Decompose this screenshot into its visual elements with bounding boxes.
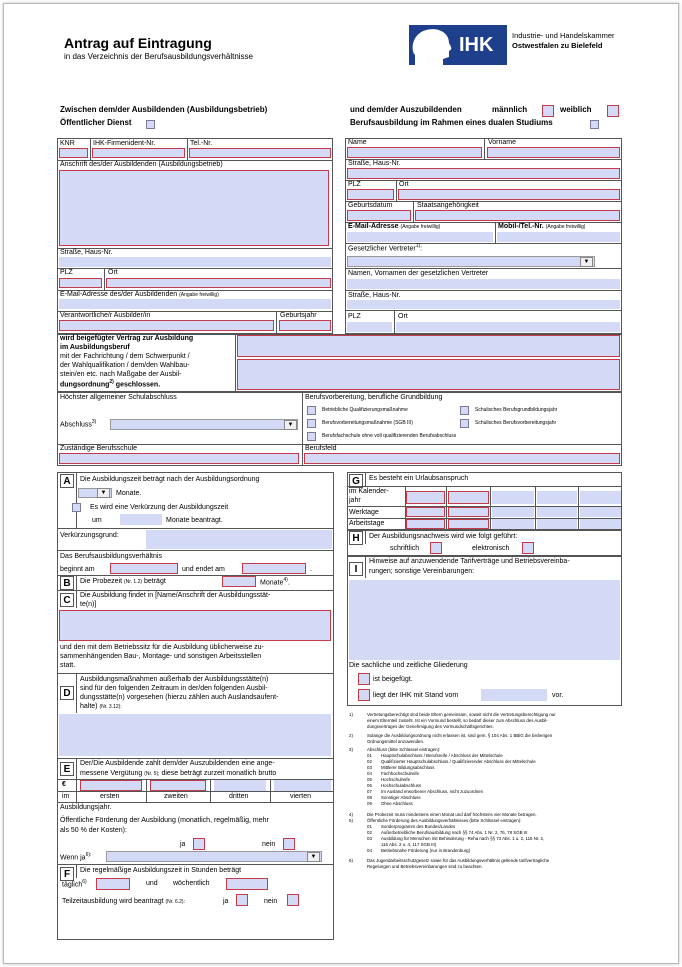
form-title: Antrag auf Eintragung [64,35,212,51]
pay-year2-input[interactable] [150,780,206,791]
attached-label: ist beigefügt. [373,676,413,683]
funding-ja-checkbox[interactable] [193,838,205,850]
email-input[interactable] [59,299,331,309]
trainee-ort-input[interactable] [398,189,620,200]
public-service-label: Öffentlicher Dienst [60,118,132,127]
occupation-input[interactable] [237,335,620,357]
und-label: und [146,880,158,887]
footnote-code: 04 [367,771,372,776]
section-i-text2: rungen; sonstige Vereinbarungen: [369,568,475,575]
section-f-letter: F [60,867,74,881]
tel-input[interactable] [189,148,331,158]
weekly-hours-input[interactable] [226,878,268,890]
footnote-code: 06 [367,783,372,788]
plz-label: PLZ [60,269,73,276]
pay-year1-input[interactable] [80,780,142,791]
section-d-text4: halte) (Nr. 3.12): [80,703,122,710]
stand-date-input[interactable] [481,689,547,701]
trainee-ort-label: Ort [399,181,409,188]
fn1-num: 1) [349,712,353,717]
left-party-title: Zwischen dem/der Ausbildenden (Ausbildungsbetrieb) [60,105,268,114]
trainer-input[interactable] [59,320,274,331]
footnote-code: 02 [367,830,372,835]
shortening-label: Es wird eine Verkürzung der Ausbildungszeit [90,504,229,511]
arbeitstage-label: Arbeitstage [349,520,385,527]
electronic-checkbox[interactable] [522,542,534,554]
werktage-5-input[interactable] [580,507,621,517]
dual-study-label: Berufsausbildung im Rahmen eines dualen Studiums [350,118,553,127]
fn3-num: 3) [349,747,353,752]
section-c-letter: C [60,593,74,607]
female-label: weiblich [560,105,592,114]
section-b-letter: B [60,576,74,590]
vacation-year4-input[interactable] [537,491,577,504]
calendar-year-label: im Kalender- [349,488,389,495]
at-ihk-checkbox[interactable] [358,689,370,701]
opt4-checkbox[interactable] [460,419,469,428]
im-label: im [62,793,70,800]
vacation-year1-input[interactable] [406,491,445,504]
ihk-nr-label: IHK-Firmenident-Nr. [93,140,156,147]
arbeitstage-1-input[interactable] [406,519,445,529]
pay-year3-input[interactable] [214,780,266,791]
at-ihk-label: liegt der IHK mit Stand vom [373,692,459,699]
footnote-code: 03 [367,836,372,841]
opt1-checkbox[interactable] [307,406,316,415]
section-c-text5: statt. [60,662,76,669]
fn4-num: 4) [349,812,353,817]
section-f-text: Die regelmäßige Ausbildungszeit in Stunden beträgt [80,867,242,874]
werktage-1-input[interactable] [406,507,445,517]
external-measures-input[interactable] [59,714,331,756]
footnote-code: 09 [367,801,372,806]
probation-label: Die Probezeit (Nr. 1.2) beträgt [80,578,166,585]
daily-label: täglich$^{6)}$ [62,879,87,889]
calendar-year-label2: jahr [349,497,361,504]
birth-date-input[interactable] [347,210,411,221]
section-d-text1: Ausbildungsmaßnahmen außerhalb der Ausbildungsstätte(n) [80,676,269,683]
footnote-code: 01 [367,824,372,829]
end-date-input[interactable] [242,563,306,574]
funding-dropdown-icon[interactable]: ▼ [307,852,320,862]
contract-line6: dungsordnung$^{2)}$ geschlossen. [60,379,161,389]
specialization-input[interactable] [237,359,620,390]
footnote-code-text: Sonderprogramm des Bundes/Landes [381,824,456,829]
fn6-line1: Das Jugendarbeitsschutzgesetz sowie für das Ausbildungsverhältnis geltende tarifvertragliche [367,858,550,863]
footnote-code-text: 116 Abs. 2 u. 4, 117 SGB III) [381,842,437,847]
part-time-ja-label: ja [223,898,229,905]
section-g-letter: G [349,474,363,488]
highest-degree-label: Höchster allgemeiner Schulabschluss [60,394,177,401]
begins-label: beginnt am [60,566,95,573]
fn2-line2: Ordnungsmittel anzuwenden. [367,739,425,744]
abschluss-dropdown-icon[interactable]: ▼ [284,420,297,430]
footnote-code-text: Sonstiger Abschluss [381,795,421,800]
guardian-names-label: Namen, Vornamen der gesetzlichen Vertreter [348,270,489,277]
vorname-label: Vorname [488,139,517,146]
written-checkbox[interactable] [430,542,442,554]
section-c-text2: te(n)] [80,601,97,608]
right-party-title: und dem/der Auszubildenden [350,105,462,114]
electronic-label: elektronisch [472,545,510,552]
mobile-input[interactable] [497,232,620,242]
weekly-label: wöchentlich [173,880,210,887]
section-a-letter: A [60,474,74,488]
euro-label: € [62,781,66,788]
year4-label: vierten [290,793,312,800]
footnote-code-row [367,848,617,854]
guardian-street-input[interactable] [347,300,620,309]
org-line2: Ostwestfalen zu Bielefeld [512,41,603,50]
male-label: männlich [492,105,528,114]
vocational-school-input[interactable] [59,453,299,464]
footnote-code-text: Hochschulreife [381,777,411,782]
opt4-label: Schulisches Berufsvorbereitungsjahr [475,420,557,426]
abschluss-select[interactable] [110,419,298,430]
opt1-label: Betriebliche Qualifizierungsmaßnahme [322,407,408,413]
fn6-line2: Regelungen und Betriebsvereinbarungen sind zu beachten. [367,864,483,869]
contract-line1: wird beigefügter Vertrag zur Ausbildung [60,335,194,342]
training-location-input[interactable] [59,610,331,641]
footnote-code: 07 [367,789,372,794]
guardian-select[interactable] [347,256,595,267]
ihk-logo [409,25,507,65]
field-label: Berufsfeld [305,445,337,452]
vocational-school-label: Zuständige Berufsschule [60,445,138,452]
ort-label: Ort [108,269,118,276]
agreements-textarea[interactable] [349,580,620,660]
contract-line2: im Ausbildungsberuf [60,344,130,351]
fn5-codes [367,824,617,854]
knr-label: KNR [60,140,75,147]
trainee-street-input[interactable] [347,168,620,179]
section-e-letter: E [60,762,74,776]
fn1-line1: Vertretungsberechtigt sind beide Eltern gemeinsam, soweit nicht die Vertretungsberechtigung nur [367,712,556,717]
arbeitstage-3-input[interactable] [492,519,534,529]
months-label: Monate. [116,490,142,497]
year2-label: zweiten [164,793,188,800]
form-subtitle: in das Verzeichnis der Berufsausbildungsverhältnisse [64,52,253,61]
year-label: Ausbildungsjahr. [60,804,112,811]
vacation-year3-input[interactable] [492,491,534,504]
shortening-months-input[interactable] [120,514,162,525]
funding-nein-checkbox[interactable] [283,838,295,850]
arbeitstage-2-input[interactable] [448,519,489,529]
months-applied-label: Monate beantragt. [166,517,223,524]
footnote-code-text: Mittlerer Bildungsabschluss [381,765,435,770]
org-line1: Industrie- und Handelskammer [512,31,615,40]
ihk-logo-text: IHK [459,34,494,56]
opt2-checkbox[interactable] [460,406,469,415]
trainee-email-input[interactable] [347,232,493,242]
tel-label: Tel.-Nr. [190,140,213,147]
footnote-code-text: Qualifizierter Hauptschulabschluss / Qualifizierender Abschluss der Mittelschule [381,759,536,764]
guardian-names-input[interactable] [347,279,620,289]
address-textarea[interactable] [59,170,329,246]
name-label: Name [348,139,367,146]
vorname-input[interactable] [487,147,620,158]
trainer-label: Verantwortliche/r Ausbilder/in [60,312,151,319]
werktage-3-input[interactable] [492,507,534,517]
ort-input[interactable] [106,278,331,288]
fn6-num: 6) [349,858,353,863]
part-time-nein-label: nein [264,898,278,905]
footnote-code: 05 [367,777,372,782]
mobile-label: Mobil-/Tel.-Nr. (Angabe freiwillig) [498,223,586,230]
section-d-text2: sind für den folgenden Zeitraum in der/den folgenden Ausbil- [80,685,268,692]
opt5-label: Berufsfachschule ohne voll qualifizierenden Berufsabschluss [322,433,457,439]
public-service-checkbox[interactable] [146,120,155,129]
opt3-checkbox[interactable] [307,419,316,428]
section-h-letter: H [349,531,363,545]
probation-months-label: Monate$^{4)}$. [260,577,290,587]
section-c-text3: und den mit dem Betriebssitz für die Ausbildung üblicherweise zu- [60,644,264,651]
section-e-text2: messene Vergütung (Nr. 5); diese beträgt zurzeit monatlich brutto [80,770,277,777]
part-time-nein-checkbox[interactable] [287,894,299,906]
fn1-line3: dungsvertrages der Genehmigung des Vormundschaftsgerichtes. [367,724,494,729]
footnote-code-text: Ohne Abschluss [381,801,413,806]
footnote-code: 01 [367,753,372,758]
duration-dropdown-icon[interactable]: ▼ [97,488,110,498]
birth-year-input[interactable] [279,320,331,331]
ihk-nr-input[interactable] [92,148,185,158]
written-label: schriftlich [390,545,420,552]
section-h-text: Der Ausbildungsnachweis wird wie folgt geführt: [369,533,518,540]
fn4-line1: Die Probezeit muss mindestens einen Monat und darf höchstens vier Monate betragen. [367,812,537,817]
footnote-code-text: Betriebsnahe Förderung (nur in Brandenburg) [381,848,471,853]
opt5-checkbox[interactable] [307,432,316,441]
section-c-text1: Die Ausbildung findet in [Name/Anschrift der Ausbildungsstät- [80,592,271,599]
fn2-num: 2) [349,733,353,738]
section-e-text1: Der/Die Ausbildende zahlt dem/der Auszubildenden eine ange- [80,760,275,767]
section-a-text: Die Ausbildungszeit beträgt nach der Ausbildungsordnung [80,476,260,483]
guardian-ort-input[interactable] [396,322,620,332]
female-checkbox[interactable] [607,105,619,117]
guardian-ort-label: Ort [398,313,408,320]
birth-year-label: Geburtsjahr [280,312,317,319]
fn1-line2: einem Elternteil zusteht. Ist ein Vormund bestellt, so bedarf dieser zum Abschluss des Ausbil- [367,718,548,723]
contract-line3: mit der Fachrichtung / dem Schwerpunkt / [60,353,190,360]
section-g-text: Es besteht ein Urlaubsanspruch [369,475,469,482]
werktage-2-input[interactable] [448,507,489,517]
end-dot: . [310,566,312,573]
funding-label2: als 50 % der Kosten): [60,827,127,834]
fn5-line1: Öffentliche Förderung des Ausbildungsverhältnisses (bitte Schlüssel eintragen): [367,818,522,823]
wenn-ja-label: Wenn $ja^{6):}$ [60,852,92,862]
part-time-label: Teilzeitausbildung wird beantragt (Nr. 6.2): [62,898,185,905]
funding-label1: Öffentliche Förderung der Ausbildung (monatlich, regelmäßig, mehr [60,817,269,824]
guardian-dropdown-icon[interactable]: ▼ [580,257,593,267]
year1-label: ersten [100,793,120,800]
werktage-label: Werktage [349,509,379,516]
footnote-code: 03 [367,765,372,770]
footnote-code: 02 [367,759,372,764]
footnote-code-text: Außerbetriebliche Berufsausbildung nach §§ 74 Abs. 1 Nr. 2, 76, 78 SGB III [381,830,528,835]
arbeitstage-5-input[interactable] [580,519,621,529]
vacation-year5-input[interactable] [580,491,621,504]
reason-input[interactable] [146,530,332,549]
contract-line4: der Wahlqualifikation / dem/den Wahlbau- [60,362,190,369]
male-checkbox[interactable] [542,105,554,117]
trainee-street-label: Straße, Haus-Nr. [348,160,401,167]
trainee-plz-label: PLZ [348,181,361,188]
guardian-street-label: Straße, Haus-Nr. [348,292,401,299]
pay-year4-input[interactable] [274,780,331,791]
attached-checkbox[interactable] [358,673,370,685]
name-input[interactable] [347,147,482,158]
trainee-plz-input[interactable] [347,189,394,200]
section-i-text1: Hinweise auf anzuwendende Tarifverträge und Betriebsvereinba- [369,558,570,565]
section-i-letter: I [349,562,363,576]
plz-input[interactable] [59,278,102,288]
opt2-label: Schulisches Berufsgrundbildungsjahr [475,407,558,413]
footnote-code: 04 [367,848,372,853]
um-label: um [92,517,102,524]
shortening-checkbox[interactable] [72,503,81,512]
footnote-code-text: Ausbildung für Menschen mit Behinderung - Reha nach §§ 73 Abs. 1 u. 2, 115 Nr. 2, [381,836,545,841]
vor-label: vor. [552,692,564,699]
field-input[interactable] [304,453,620,464]
address-label: Anschrift des/der Ausbildenden (Ausbildungsbetrieb) [60,161,223,168]
arbeitstage-4-input[interactable] [537,519,577,529]
abschluss-label: Abschluss$^{3)}$ [60,419,97,429]
birth-date-label: Geburtsdatum [348,202,393,209]
begin-date-input[interactable] [110,563,178,574]
footnote-code-text: Hochschulabschluss [381,783,422,788]
guardian-label: Gesetzlicher Vertreter$^{1)}$: [348,243,423,253]
dual-study-checkbox[interactable] [590,120,599,129]
section-c-text4: sammenhängenden Bau-, Montage- und sonstigen Arbeitsstellen [60,653,262,660]
fn3-line1: Abschluss (bitte Schlüssel eintragen): [367,747,441,752]
relation-label: Das Berufsausbildungsverhältnis [60,553,162,560]
fn5-num: 5) [349,818,353,823]
street-input[interactable] [59,257,331,267]
footnote-code-text: Fachhochschulreife [381,771,420,776]
daily-hours-input[interactable] [96,878,130,890]
contract-line5: stein/en etc. nach Maßgabe der Ausbil- [60,371,182,378]
email-label: E-Mail-Adresse des/der Ausbildenden (Angabe freiwillig) [60,291,219,298]
funding-ja-label: ja [180,841,186,848]
probation-input[interactable] [222,576,256,587]
year3-label: dritten [229,793,249,800]
nationality-label: Staatsangehörigkeit [417,202,479,209]
fn2-line1: Solange die Ausbildungsordnung nicht erlassen ist, sind gem. § 104 Abs. 1 BBiG die bisherigen [367,733,553,738]
footnote-code-text: Im Ausland erworbener Abschluss, nicht zuzuordnen [381,789,484,794]
section-d-letter: D [60,686,74,700]
part-time-ja-checkbox[interactable] [236,894,248,906]
knr-input[interactable] [59,148,88,158]
ends-label: und endet am [182,566,225,573]
vacation-year2-input[interactable] [448,491,489,504]
opt3-label: Berufsvorbereitungsmaßnahme (SGB III) [322,420,413,426]
fn3-codes [367,753,617,807]
footnote-code-text: Hauptschulabschluss / Berufsreife / Abschluss der Mittelschule [381,753,503,758]
street-label: Straße, Haus-Nr. [60,249,113,256]
prep-label: Berufsvorbereitung, berufliche Grundbildung [305,394,443,401]
section-d-text3: dungsstätte(n) vorgesehen (hierzu zählen auch Auslandsaufent- [80,694,279,701]
guardian-plz-label: PLZ [348,313,361,320]
reason-label: Verkürzungsgrund: [60,532,119,539]
funding-nein-label: nein [262,841,276,848]
nationality-input[interactable] [415,210,620,221]
structure-label: Die sachliche und zeitliche Gliederung [349,662,468,669]
footnote-code-row [367,801,617,807]
guardian-plz-input[interactable] [347,322,392,332]
footnote-code: 08 [367,795,372,800]
werktage-4-input[interactable] [537,507,577,517]
funding-select[interactable] [106,851,322,862]
trainee-email-label: E-Mail-Adresse (Angabe freiwillig) [348,223,441,230]
